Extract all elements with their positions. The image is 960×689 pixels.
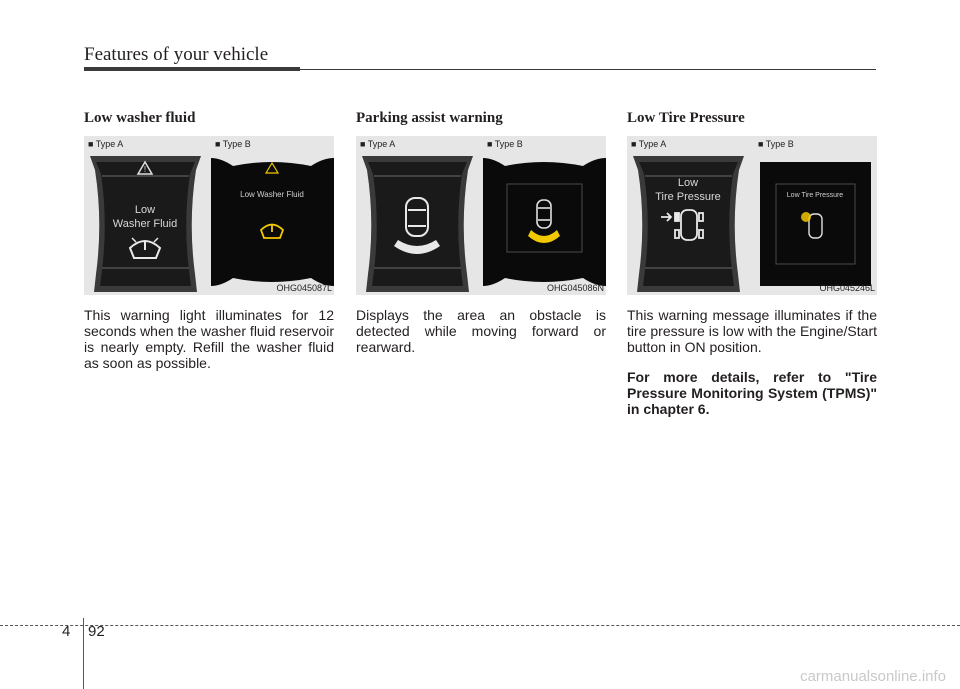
page-number: 92 xyxy=(88,623,105,640)
section-low-washer-fluid xyxy=(84,110,334,371)
type-b-illustration xyxy=(483,136,606,295)
cluster-display-b xyxy=(483,150,606,295)
header-rule xyxy=(84,67,300,71)
type-b-label: ■ Type B xyxy=(487,139,523,149)
section-parking-assist-warning xyxy=(356,110,606,355)
display-a-line2: Washer Fluid xyxy=(112,218,178,230)
type-a-illustration xyxy=(627,136,750,295)
type-a-label: ■ Type A xyxy=(631,139,667,149)
display-a-line1: Low xyxy=(677,177,699,189)
chapter-number: 4 xyxy=(62,623,71,640)
section-title: Low Tire Pressure xyxy=(627,110,745,126)
section-title: Low washer fluid xyxy=(84,110,196,126)
section-low-tire-pressure xyxy=(627,110,877,417)
type-a-label: ■ Type A xyxy=(88,139,124,149)
section-body: This warning light illuminates for 12 seconds when the washer fluid reservoir is nearly empty. Refill the washer fluid as soon as possible. xyxy=(84,307,334,371)
illustration-panel xyxy=(84,136,334,295)
section-body: This warning message illuminates if the tire pressure is low with the Engine/Start button in ON position. xyxy=(627,307,877,355)
display-a-line2: Tire Pressure xyxy=(655,191,721,203)
header-rule-thin xyxy=(300,69,876,70)
cluster-display-a xyxy=(84,150,207,295)
type-b-label: ■ Type B xyxy=(758,139,794,149)
cluster-display-b xyxy=(211,150,334,295)
cluster-display-a xyxy=(627,150,750,295)
section-body: Displays the area an obstacle is detected while moving forward or rearward. xyxy=(356,307,606,355)
type-a-illustration xyxy=(356,136,479,295)
type-a-illustration xyxy=(84,136,207,295)
svg-text:!: ! xyxy=(143,165,147,174)
page-header-title: Features of your vehicle xyxy=(84,44,269,65)
footer-divider xyxy=(83,618,84,689)
illustration-panel xyxy=(356,136,606,295)
watermark: carmanualsonline.info xyxy=(800,668,946,685)
type-a-label: ■ Type A xyxy=(360,139,396,149)
section-title: Parking assist warning xyxy=(356,110,503,126)
image-code: OHG045086N xyxy=(546,283,604,293)
image-code: OHG045246L xyxy=(819,283,875,293)
type-b-illustration xyxy=(211,136,334,295)
cluster-display-b xyxy=(754,150,877,295)
illustration-panel xyxy=(627,136,877,295)
footer-rule xyxy=(0,625,960,626)
cluster-display-a xyxy=(356,150,479,295)
section-note: For more details, refer to "Tire Pressure Monitoring System (TPMS)" in chapter 6. xyxy=(627,369,877,417)
type-b-illustration xyxy=(754,136,877,295)
tire-warning-highlight-icon xyxy=(801,212,811,222)
display-b-text: Low Washer Fluid xyxy=(240,190,304,199)
type-b-label: ■ Type B xyxy=(215,139,251,149)
display-b-text: Low Tire Pressure xyxy=(786,192,844,199)
image-code: OHG045087L xyxy=(276,283,332,293)
display-a-line1: Low xyxy=(134,204,156,216)
